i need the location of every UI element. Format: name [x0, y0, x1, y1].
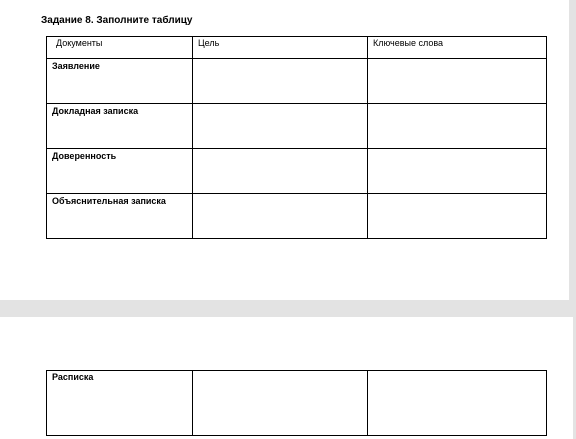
assignment-table: [46, 36, 547, 239]
keywords-cell[interactable]: [368, 149, 547, 194]
purpose-cell[interactable]: [193, 194, 368, 239]
table-row: [47, 104, 547, 149]
document-name-cell: Объяснительная записка: [47, 194, 193, 239]
document-name-cell: Доверенность: [47, 149, 193, 194]
purpose-cell[interactable]: [193, 59, 368, 104]
document-name-cell: Заявление: [47, 59, 193, 104]
purpose-cell[interactable]: [193, 371, 368, 436]
table-row: [47, 149, 547, 194]
keywords-cell[interactable]: [368, 104, 547, 149]
keywords-cell[interactable]: [368, 59, 547, 104]
keywords-cell[interactable]: [368, 194, 547, 239]
document-name-cell: Докладная записка: [47, 104, 193, 149]
header-purpose: Цель: [193, 37, 368, 59]
task-title: Задание 8. Заполните таблицу: [41, 15, 193, 26]
table-header-row: [47, 37, 547, 59]
table-row: [47, 371, 547, 436]
header-keywords: Ключевые слова: [368, 37, 547, 59]
purpose-cell[interactable]: [193, 104, 368, 149]
table-row: [47, 59, 547, 104]
assignment-table-continuation: [46, 370, 547, 436]
keywords-cell[interactable]: [368, 371, 547, 436]
document-page-2: [0, 317, 573, 439]
document-name-cell: Расписка: [47, 371, 193, 436]
purpose-cell[interactable]: [193, 149, 368, 194]
table-row: [47, 194, 547, 239]
header-documents: Документы: [47, 37, 193, 59]
